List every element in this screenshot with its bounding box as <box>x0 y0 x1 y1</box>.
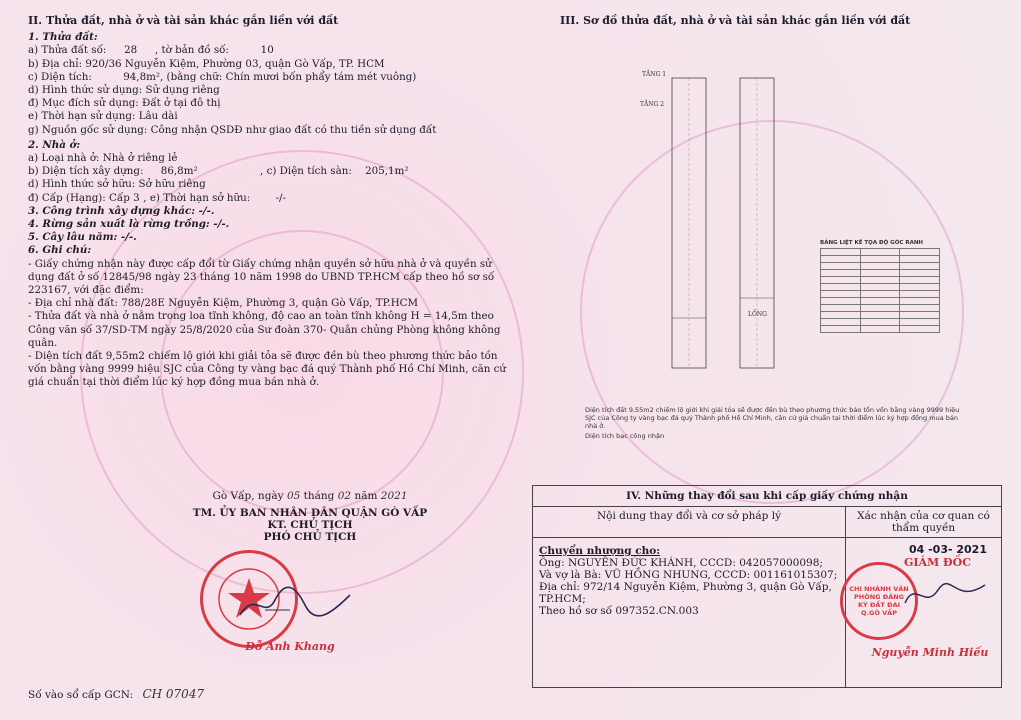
note-1: - Giấy chứng nhận này được cấp đổi từ Giấy chứng nhận quyền sở hữu nhà ở và quyền sử dụng đất ở số 12845/98 ngày 23 tháng 10 năm 1998 do UBND TP.HCM cấp theo hồ sơ số 223167, với đặc điểm: <box>28 257 495 297</box>
change-entry: Chuyển nhượng cho: Ông: NGUYỄN ĐỨC KHÁNH, CCCD: 042057000098; Và vợ là Bà: VŨ HỒNG NHUNG, CCCD: 001161015307; Địa chỉ: 972/14 Nguyễn Kiệm, Phường 3, quận Gò Vấp, TP.HCM; Theo hồ sơ số 097352.CN.003 <box>533 538 846 688</box>
land-use-purpose: đ) Mục đích sử dụng: Đất ở tại đô thị <box>28 97 221 110</box>
right-column <box>532 14 1002 31</box>
land-title: 1. Thửa đất: <box>28 31 98 44</box>
section-iv-title: IV. Những thay đổi sau khi cấp giấy chứng nhận <box>533 486 1002 507</box>
land-address: b) Địa chỉ: 920/36 Nguyễn Kiệm, Phường 03, quận Gò Vấp, TP. HCM <box>28 57 385 70</box>
map-number: 10 <box>260 44 274 57</box>
note-3: - Thửa đất và nhà ở nằm trong loa tĩnh không, độ cao an toàn tĩnh không H = 14,5m theo Công văn số 37/SD-TM ngày 25/8/2020 của Sư đoàn 370- Quân chủng Phòng không không quân. <box>28 310 501 349</box>
perennial-trees: 5. Cây lâu năm: -/-. <box>28 231 137 244</box>
house-area: b) Diện tích xây dựng: 86,8m² , c) Diện tích sàn: 205,1m² <box>28 165 409 178</box>
land-use-origin: g) Nguồn gốc sử dụng: Công nhận QSDĐ như giao đất có thu tiền sử dụng đất <box>28 123 437 136</box>
land-area: c) Diện tích: 94,8m², (bằng chữ: Chín mươi bốn phẩy tám mét vuông) <box>28 70 417 83</box>
official-seal-right: CHI NHÁNH VĂN PHÒNG ĐĂNG KÝ ĐẤT ĐAI Q.GÒ VẤP <box>840 562 918 640</box>
note-2: - Địa chỉ nhà đất: 788/28E Nguyễn Kiệm, Phường 3, quận Gò Vấp, TP.HCM <box>28 297 419 310</box>
long-label: LỒNG <box>748 311 767 318</box>
note-4: - Diện tích đất 9,55m2 chiếm lộ giới khi giải tỏa sẽ được đền bù theo phương thức bảo tồn vốn bằng vàng 9999 hiệu SJC của Công ty vàng bạc đá quý Thành phố Hồ Chí Minh, căn cứ giá chuẩn tại thời điểm lúc ký hợp đồng mua bán nhà ở. <box>28 350 507 389</box>
section-iii-title: III. Sơ đồ thửa đất, nhà ở và tài sản khác gắn liền với đất <box>560 14 911 27</box>
col-confirm-header: Xác nhận của cơ quan có thẩm quyền <box>846 507 1002 538</box>
parcel-number: 28 <box>124 44 138 57</box>
signing-authority: TM. ỦY BAN NHÂN DÂN QUẬN GÒ VẤP KT. CHỦ TỊCH PHÓ CHỦ TỊCH <box>192 507 428 543</box>
confirm-date: 04 -03- 2021 <box>908 543 987 556</box>
house-title: 2. Nhà ở: <box>28 138 81 151</box>
signature-left <box>235 580 355 625</box>
house-ownership: d) Hình thức sở hữu: Sở hữu riêng <box>28 178 206 191</box>
production-forest: 4. Rừng sản xuất là rừng trồng: -/-. <box>28 218 230 231</box>
signature-right <box>900 575 990 615</box>
diagram-legend: Diện tích đất 9,55m2 chiếm lộ giới khi giải tỏa sẽ được đền bù theo phương thức bảo tồn vốn bằng vàng 9999 hiệu SJC của Công ty vàng bạc đá quý Thành phố Hồ Chí Minh, căn cứ giá chuẩn tại thời điểm lúc ký hợp đồng mua bán nhà ở. Diện tích bạc công nhận <box>585 406 960 440</box>
section-ii-title: II. Thửa đất, nhà ở và tài sản khác gắn liền với đất <box>28 14 339 27</box>
coordinate-table: BẢNG LIỆT KÊ TỌA ĐỘ GÓC RANH <box>820 240 940 333</box>
land-parcel-line: a) Thửa đất số: 28 , tờ bản đồ số: 10 <box>28 44 508 57</box>
col-changes-header: Nội dung thay đổi và cơ sở pháp lý <box>533 507 846 538</box>
director-title: GIÁM ĐỐC <box>903 556 971 569</box>
land-use-form: d) Hình thức sử dụng: Sử dụng riêng <box>28 84 220 97</box>
notes-title: 6. Ghi chú: <box>28 244 92 257</box>
director-name: Nguyễn Minh Hiếu <box>871 646 989 659</box>
date-line: Gò Vấp, ngày 05 tháng 02 năm 2021 <box>212 490 408 502</box>
other-construction: 3. Công trình xây dựng khác: -/-. <box>28 204 215 217</box>
floor1-label: TẦNG 1 <box>642 71 667 78</box>
signer-name: Đỗ Anh Khang <box>245 640 335 653</box>
land-use-term: e) Thời hạn sử dụng: Lâu dài <box>28 110 178 123</box>
house-type: a) Loại nhà ở: Nhà ở riêng lẻ <box>28 152 178 165</box>
house-grade: đ) Cấp (Hạng): Cấp 3 , e) Thời hạn sở hữu: -/- <box>28 191 286 204</box>
floor2-label: TẦNG 2 <box>640 101 665 108</box>
left-column <box>28 14 508 390</box>
book-number: Số vào sổ cấp GCN: CH 07047 <box>28 687 205 701</box>
